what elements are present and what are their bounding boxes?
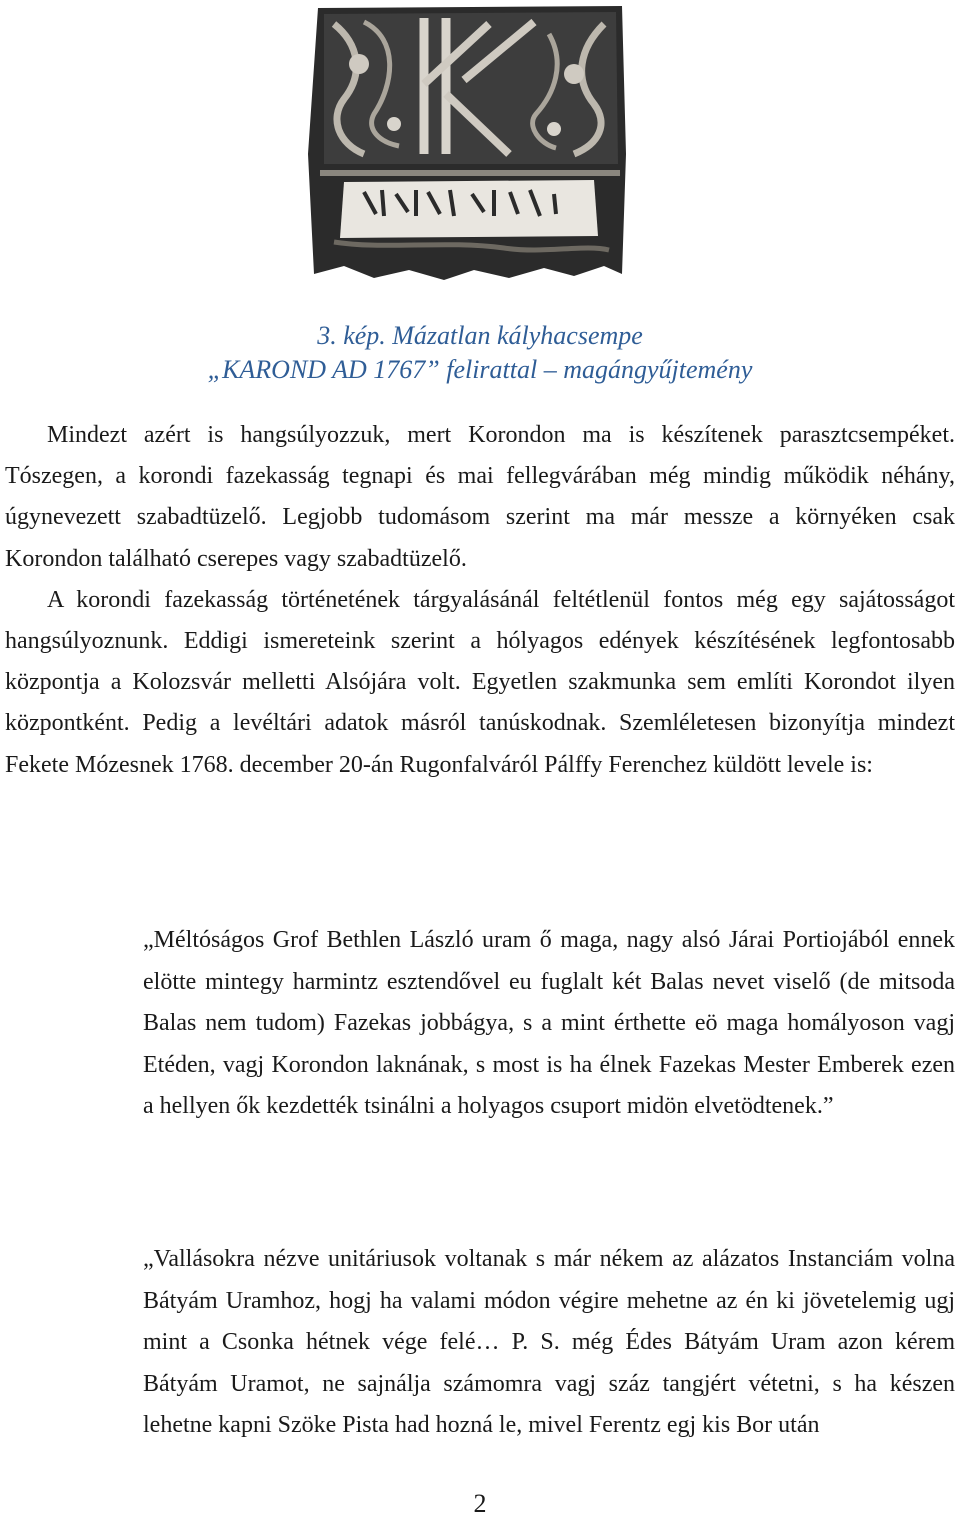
paragraph-2: A korondi fazekasság történetének tárgyalásánál feltétlenül fontos még egy sajátosságot hangsúlyoznunk. Eddigi ismereteink szerint a hólyagos edények készítésének legfontosabb központja a Kolozsvár melletti Alsójára volt. Egyetlen szakmunka sem említi Korondot ilyen központként. Pedig a levéltári adatok másról tanúskodnak. Szemléletesen bizonyítja mindezt Fekete Mózesnek 1768. december 20-án Rugonfalváról Pálffy Ferenchez küldött levele is:: [5, 586, 955, 778]
figure-caption-description: „KAROND AD 1767” felirattal – magángyűjtemény: [207, 355, 753, 384]
page-number: 2: [473, 1489, 487, 1518]
quotation-2: „Vallásokra nézve unitáriusok voltanak s már nékem az alázatos Instanciám volna Bátyám Uramhoz, hogj ha valami módon végire mehetne az én ki jövetelemig ugj mint a Csonka hétnek vége felé… P. S. még Édes Bátyám Uram azon kérem Bátyám Uramot, ne sajnálja számomra vagj száz tangjért vétetni, s ha készen lehetne kapni Szöke Pista had hozná le, mivel Ferentz egj kis Bor után: [143, 1246, 955, 1438]
quotation-1: „Méltóságos Grof Bethlen László uram ő maga, nagy alsó Járai Portiojából ennek elötte mintegy harmintz esztendővel eu fuglalt két Balas nevet viselő (de mitsoda Balas nem tudom) Fazekas jobbágya, s a mint érthette eö maga homályoson vagj Etéden, vagj Korondon laknának, s most is ha élnek Fazekas Mester Emberek ezen a hellyen ők kezdették tsinálni a holyagos csuport midön elvetödtenek.”: [143, 927, 955, 1119]
body-text: [5, 415, 955, 786]
paragraph-1: Mindezt azért is hangsúlyozzuk, mert Korondon ma is készítenek parasztcsempéket. Tószegen, a korondi fazekasság tegnapi és mai fellegvárában még mindig működik néhány, úgynevezett szabadtüzelő. Legjobb tudomásom szerint ma már messze a környéken csak Korondon található cserepes vagy szabadtüzelő.: [5, 422, 955, 572]
figure-caption-title: 3. kép. Mázatlan kályhacsempe: [317, 321, 643, 350]
tile-photograph: [304, 4, 630, 286]
